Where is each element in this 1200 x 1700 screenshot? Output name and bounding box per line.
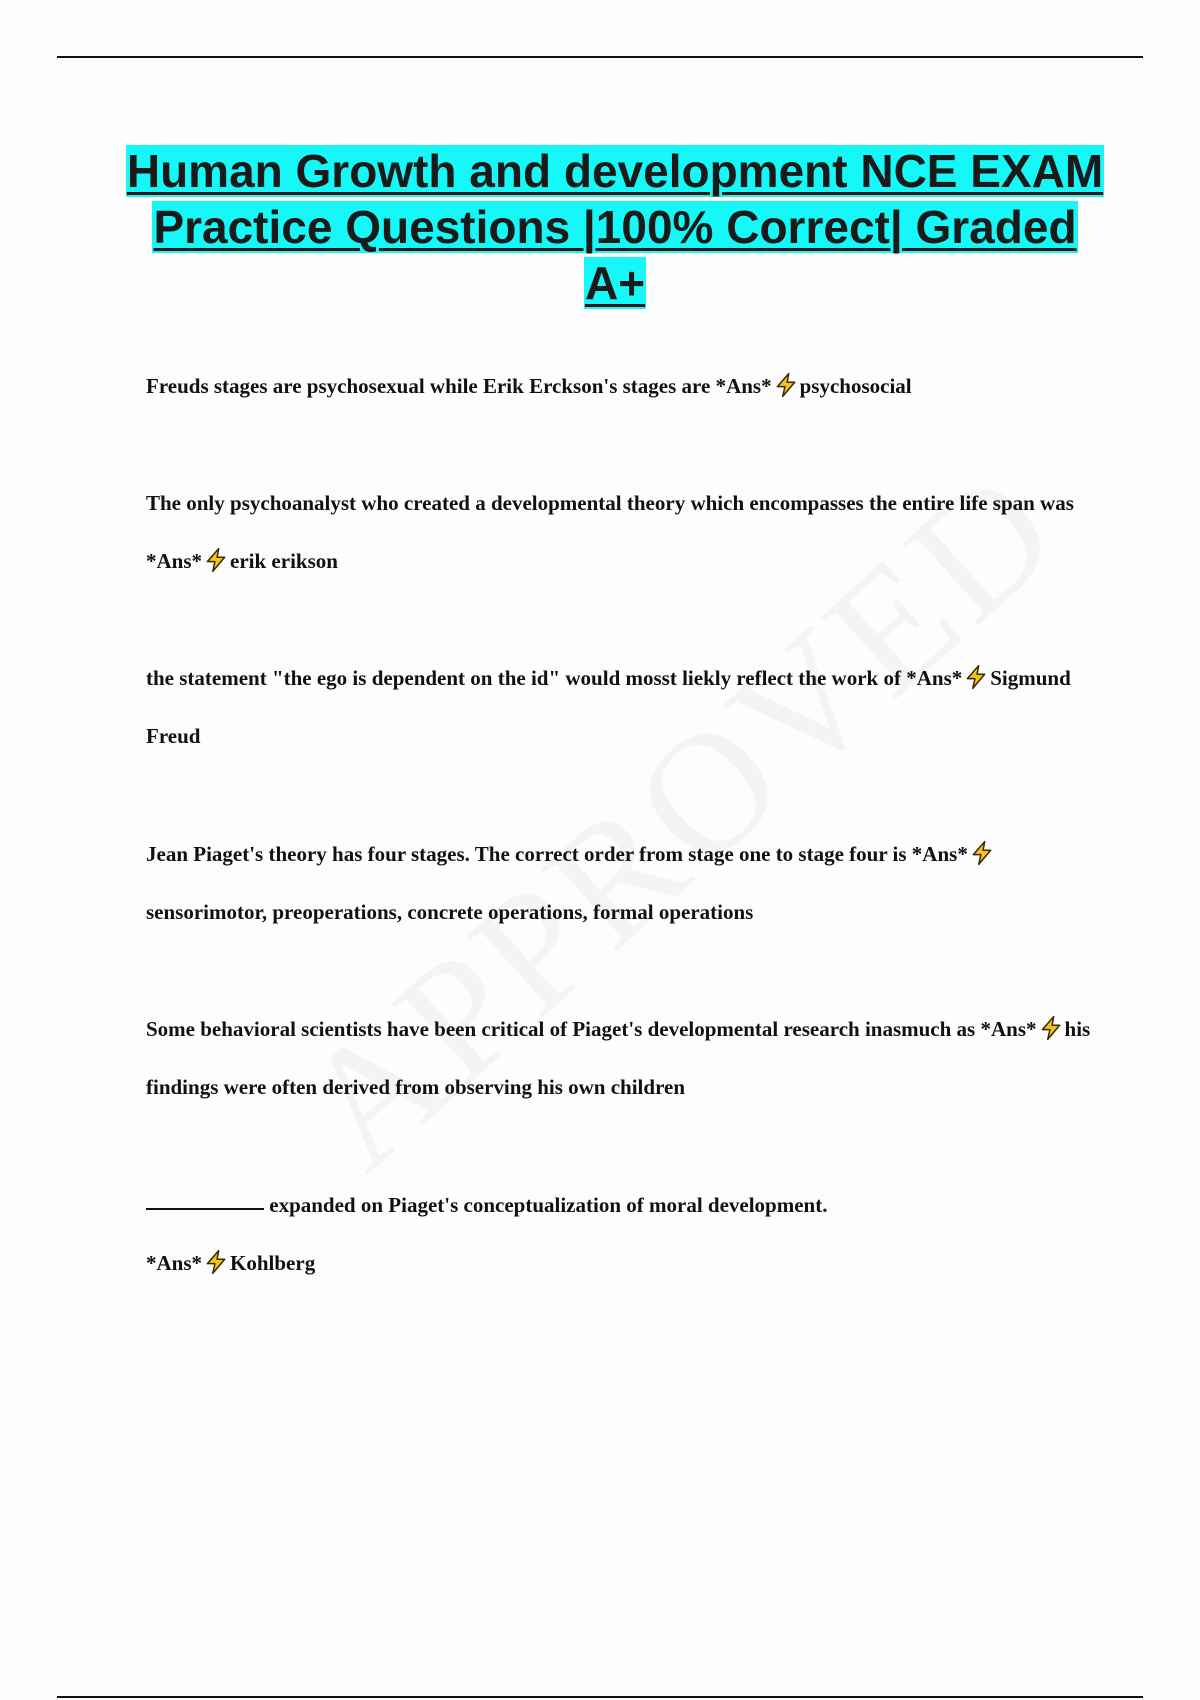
lightning-bolt-icon [203, 547, 229, 573]
lightning-bolt-icon [969, 840, 995, 866]
question-text: Some behavioral scientists have been critical of Piaget's developmental research inasmuch as [146, 1017, 976, 1041]
qa-item-3 [146, 649, 1106, 765]
lightning-bolt-icon [773, 372, 799, 398]
answer-text: psychosocial [799, 374, 912, 398]
qa-item-4 [146, 825, 1106, 941]
answer-text: sensorimotor, preoperations, concrete operations, formal operations [146, 900, 754, 924]
answer-marker: *Ans* [715, 374, 772, 398]
answer-marker: *Ans* [980, 1017, 1037, 1041]
top-rule [57, 56, 1143, 58]
lightning-bolt-icon [203, 1249, 229, 1275]
question-text: expanded on Piaget's conceptualization of moral development. [269, 1193, 828, 1217]
answer-text: Kohlberg [230, 1251, 316, 1275]
qa-item-2 [146, 474, 1106, 590]
answer-text: his findings were often derived from observing his own children [146, 1017, 1091, 1099]
question-text: Freuds stages are psychosexual while Erik Erckson's stages are [146, 374, 711, 398]
answer-marker: *Ans* [906, 666, 963, 690]
lightning-bolt-icon [1038, 1015, 1064, 1041]
qa-item-6 [146, 1176, 1106, 1292]
bottom-rule [57, 1696, 1143, 1698]
qa-item-1 [146, 357, 1106, 415]
lightning-bolt-icon [963, 664, 989, 690]
answer-marker: *Ans* [146, 1251, 203, 1275]
answer-text: erik erikson [230, 549, 338, 573]
document-title [120, 143, 1110, 311]
answer-text: Sigmund Freud [146, 666, 1071, 748]
question-text: the statement "the ego is dependent on the id" would mosst liekly reflect the work of [146, 666, 901, 690]
question-text: The only psychoanalyst who created a developmental theory which encompasses the entire life span was [146, 491, 1074, 515]
answer-marker: *Ans* [146, 549, 203, 573]
question-text: Jean Piaget's theory has four stages. The correct order from stage one to stage four is [146, 842, 907, 866]
title-text: Human Growth and development NCE EXAM Practice Questions |100% Correct| Graded A+ [126, 145, 1104, 309]
answer-marker: *Ans* [911, 842, 968, 866]
fill-in-blank [146, 1190, 264, 1210]
qa-item-5 [146, 1000, 1106, 1116]
